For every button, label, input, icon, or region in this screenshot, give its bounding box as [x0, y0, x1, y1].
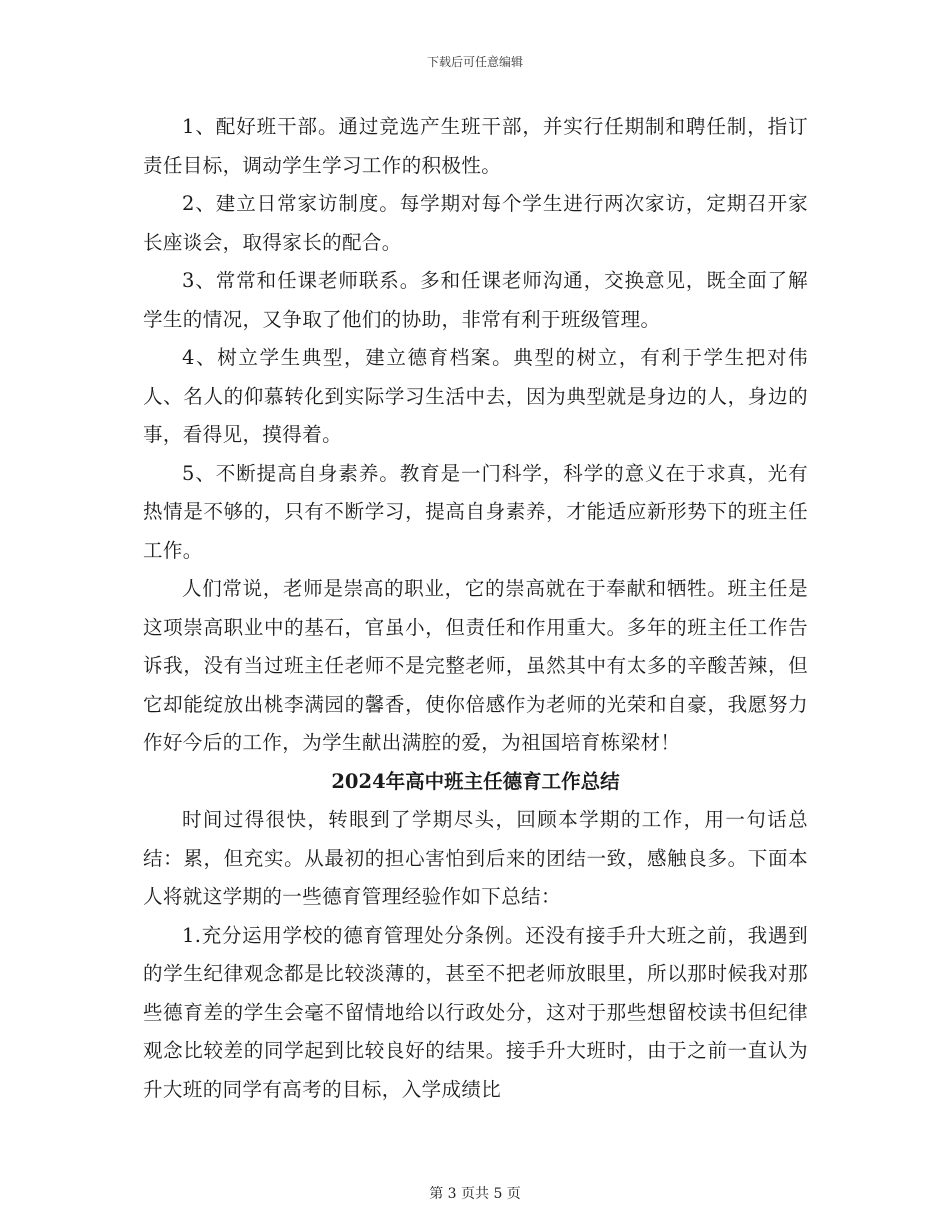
paragraph-item-2: 2、建立日常家访制度。每学期对每个学生进行两次家访，定期召开家长座谈会，取得家长的配合。: [143, 192, 808, 254]
document-body: [143, 108, 808, 1109]
paragraph-item-1: 1、配好班干部。通过竞选产生班干部，并实行任期制和聘任制，指订责任目标，调动学生学习工作的积极性。: [143, 115, 808, 177]
paragraph-item-3: 3、常常和任课老师联系。多和任课老师沟通，交换意见，既全面了解学生的情况，又争取了他们的协助，非常有利于班级管理。: [143, 269, 808, 331]
paragraph-item-5: 5、不断提高自身素养。教育是一门科学，科学的意义在于求真，光有热情是不够的，只有不断学习，提高自身素养，才能适应新形势下的班主任工作。: [143, 461, 808, 562]
section-title: 2024年高中班主任德育工作总结: [331, 769, 620, 793]
paragraph-closing: 人们常说，老师是崇高的职业，它的崇高就在于奉献和牺牲。班主任是这项崇高职业中的基石，官虽小，但责任和作用重大。多年的班主任工作告诉我，没有当过班主任老师不是完整老师，虽然其中有太多的辛酸苦辣，但它却能绽放出桃李满园的馨香，使你倍感作为老师的光荣和自豪，我愿努力作好今后的工作，为学生献出满腔的爱，为祖国培育栋梁材！: [143, 577, 808, 754]
page-header: 下载后可任意编辑: [426, 55, 523, 69]
paragraph-intro: 时间过得很快，转眼到了学期尽头，回顾本学期的工作，用一句话总结：累，但充实。从最初的担心害怕到后来的团结一致，感触良多。下面本人将就这学期的一些德育管理经验作如下总结：: [143, 808, 808, 908]
paragraph-item-4: 4、树立学生典型，建立德育档案。典型的树立，有利于学生把对伟人、名人的仰慕转化到实际学习生活中去，因为典型就是身边的人，身边的事，看得见，摸得着。: [143, 346, 808, 446]
paragraph-point-1: 1.充分运用学校的德育管理处分条例。还没有接手升大班之前，我遇到的学生纪律观念都是比较淡薄的，甚至不把老师放眼里，所以那时候我对那些德育差的学生会毫不留情地给以行政处分，这对于那些想留校读书但纪律观念比较差的同学起到比较良好的结果。接手升大班时，由于之前一直认为升大班的同学有高考的目标，入学成绩比: [143, 923, 808, 1101]
page-number: 第 3 页共 5 页: [429, 1186, 521, 1202]
